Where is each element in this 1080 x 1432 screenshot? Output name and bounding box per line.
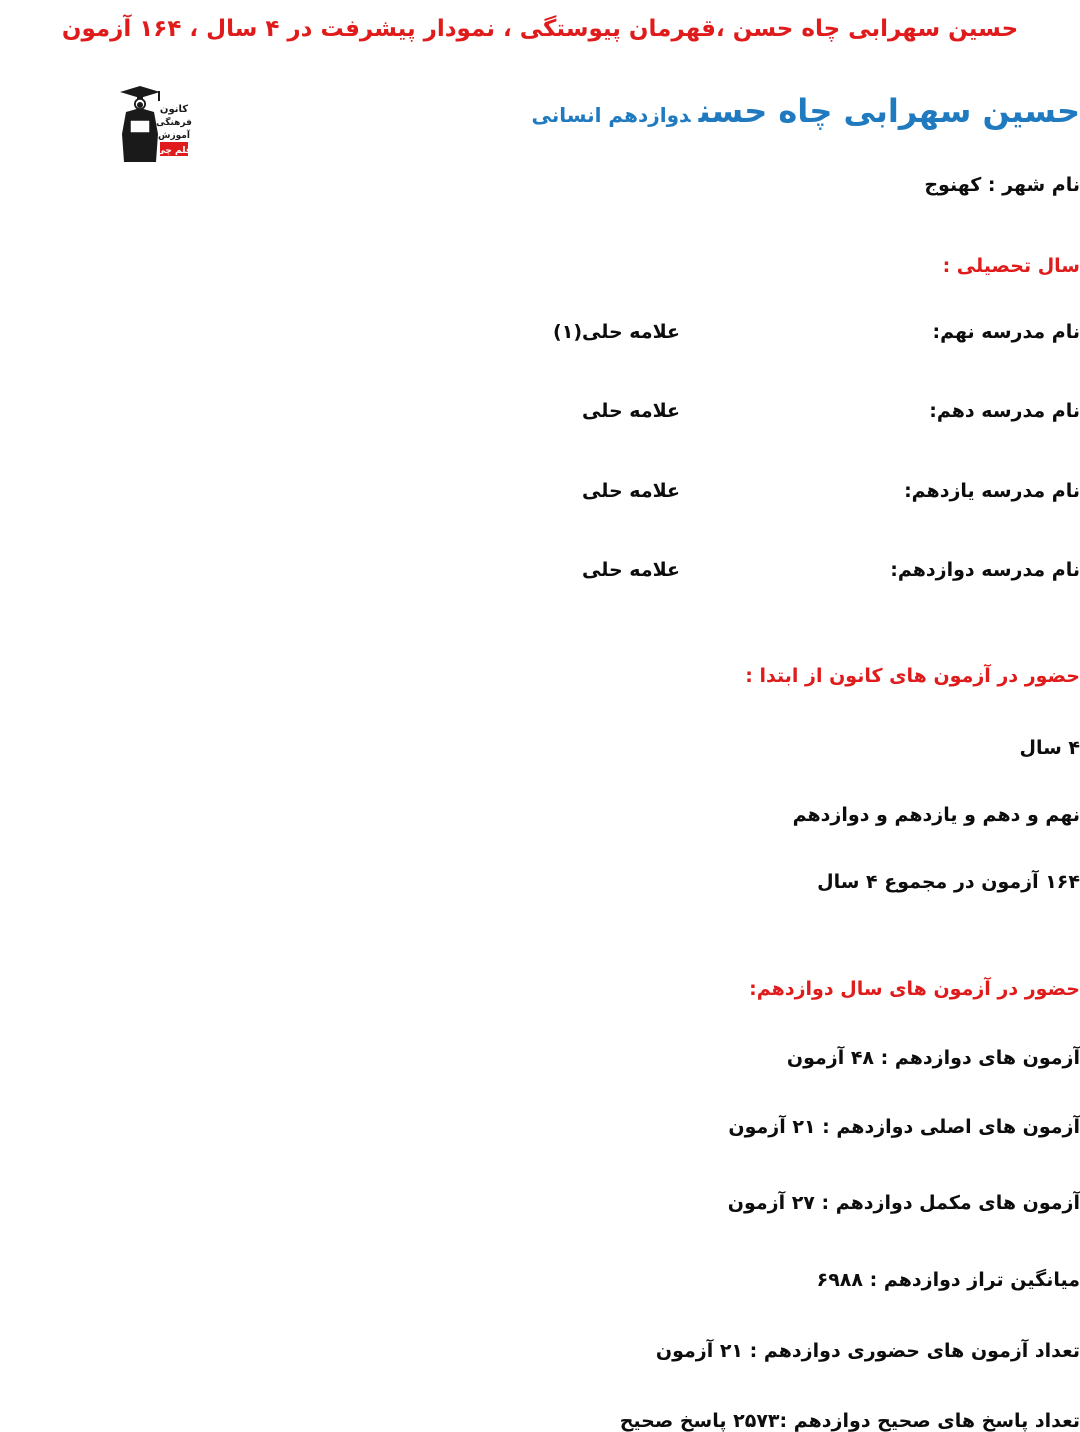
twelfth-in-person-exams: تعداد آزمون های حضوری دوازدهم : ۲۱ آزمون — [655, 1340, 1080, 1362]
twelfth-stat-row — [38, 1412, 1080, 1431]
academic-year-row — [38, 257, 1080, 276]
twelfth-title: حضور در آزمون های سال دوازدهم: — [749, 978, 1080, 1000]
school-11-label: نام مدرسه یازدهم: — [904, 480, 1080, 502]
page-title: حسین سهرابی چاه حسن ،قهرمان پیوستگی ، نمودار پیشرفت در ۴ سال ، ۱۶۴ آزمون — [61, 16, 1019, 42]
attendance-all-title: حضور در آزمون های کانون از ابتدا : — [745, 665, 1080, 687]
twelfth-correct-answers: تعداد پاسخ های صحیح دوازدهم :۲۵۷۳ پاسخ صحیح — [619, 1410, 1080, 1432]
academic-year-label: سال تحصیلی : — [942, 255, 1080, 277]
twelfth-exams-supplementary: آزمون های مکمل دوازدهم : ۲۷ آزمون — [727, 1192, 1080, 1214]
school-11-value: علامه حلی — [582, 480, 680, 502]
attendance-all-grades: نهم و دهم و یازدهم و دوازدهم — [792, 804, 1080, 826]
attendance-all-total-row — [38, 873, 1080, 892]
school-12-value: علامه حلی — [582, 559, 680, 581]
logo-line-4: قلم چی — [156, 146, 192, 156]
twelfth-stat-row — [38, 1271, 1080, 1290]
twelfth-exams-main: آزمون های اصلی دوازدهم : ۲۱ آزمون — [728, 1116, 1080, 1138]
school-9-label: نام مدرسه نهم: — [932, 321, 1080, 343]
twelfth-stat-row — [38, 1342, 1080, 1361]
logo-line-1: کانون — [159, 104, 189, 115]
twelfth-average-taraz: میانگین تراز دوازدهم : ۶۹۸۸ — [816, 1269, 1080, 1291]
twelfth-stat-row — [38, 1049, 1080, 1068]
school-row — [38, 561, 1080, 587]
school-row — [38, 323, 1080, 349]
student-header — [38, 92, 1080, 130]
student-grade: دوازدهم انسانی — [531, 103, 691, 127]
twelfth-stat-row — [38, 1118, 1080, 1137]
school-row — [38, 482, 1080, 508]
school-9-value: علامه حلی(۱) — [553, 321, 680, 343]
twelfth-stat-row — [38, 1194, 1080, 1213]
attendance-all-title-row — [38, 667, 1080, 686]
logo-line-2: فرهنگی — [156, 118, 192, 128]
twelfth-title-row — [38, 980, 1080, 999]
city-label: نام شهر : کهنوج — [924, 174, 1080, 196]
student-name: حسین سهرابی چاه حسن — [698, 92, 1080, 130]
school-row — [38, 402, 1080, 428]
twelfth-exams-total: آزمون های دوازدهم : ۴۸ آزمون — [786, 1047, 1080, 1069]
attendance-all-grades-row — [38, 806, 1080, 825]
school-12-label: نام مدرسه دوازدهم: — [890, 559, 1080, 581]
city-row — [38, 176, 1080, 195]
school-10-value: علامه حلی — [582, 400, 680, 422]
attendance-all-total: ۱۶۴ آزمون در مجموع ۴ سال — [817, 871, 1080, 893]
attendance-all-years-row — [38, 739, 1080, 758]
attendance-all-years: ۴ سال — [1019, 737, 1080, 759]
school-10-label: نام مدرسه دهم: — [929, 400, 1080, 422]
logo-line-3: آموزش — [158, 131, 190, 141]
